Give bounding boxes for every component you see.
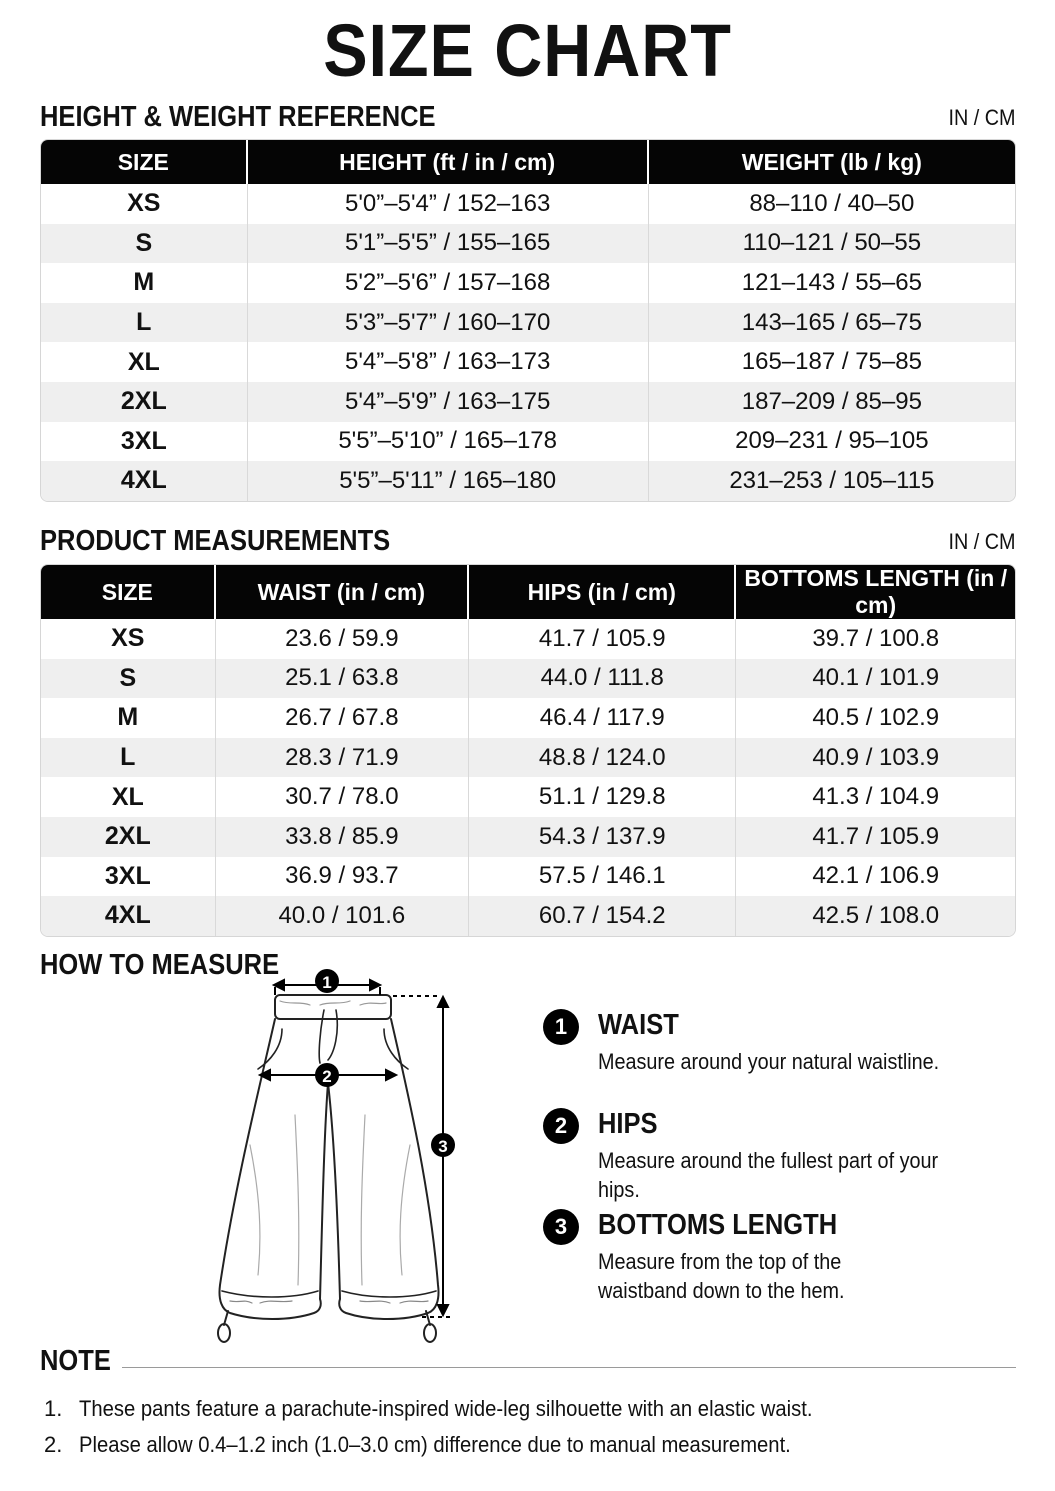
how-to-measure-heading: HOW TO MEASURE [40,949,280,981]
column-header: WEIGHT (lb / kg) [649,140,1015,184]
length-description: Measure from the top of the waistband down to the hem. [598,1249,845,1303]
note-item [44,1430,1004,1466]
size-cell: 4XL [41,461,248,501]
left-leg-outline [219,1019,328,1319]
value-cell: 5'5”–5'10” / 165–178 [248,422,649,462]
value-cell: 54.3 / 137.9 [469,817,736,857]
value-cell: 44.0 / 111.8 [469,659,736,699]
column-header: HIPS (in / cm) [469,565,736,619]
size-cell: M [41,698,216,738]
value-cell: 40.9 / 103.9 [736,738,1015,778]
value-cell: 42.5 / 108.0 [736,896,1015,936]
value-cell: 110–121 / 50–55 [649,224,1015,264]
waist-label: WAIST [598,1009,679,1041]
pants-diagram [200,965,480,1345]
value-cell: 25.1 / 63.8 [216,659,469,699]
value-cell: 51.1 / 129.8 [469,777,736,817]
table-row [41,461,1015,501]
size-cell: S [41,224,248,264]
column-header: SIZE [41,140,248,184]
note-heading: NOTE [40,1345,111,1377]
size-cell: XS [41,619,216,659]
waistband-outline [275,995,391,1019]
value-cell: 36.9 / 93.7 [216,857,469,897]
value-cell: 46.4 / 117.9 [469,698,736,738]
value-cell: 5'4”–5'8” / 163–173 [248,342,649,382]
size-cell: 3XL [41,422,248,462]
note-item [44,1394,1004,1430]
value-cell: 5'2”–5'6” / 157–168 [248,263,649,303]
size-cell: S [41,659,216,699]
column-header: HEIGHT (ft / in / cm) [248,140,649,184]
table-row [41,857,1015,897]
size-cell: XL [41,342,248,382]
value-cell: 5'4”–5'9” / 163–175 [248,382,649,422]
value-cell: 39.7 / 100.8 [812,624,940,652]
table-row [41,224,1015,264]
page-title: SIZE CHART [323,9,732,92]
product-measurements-header [40,523,1016,559]
value-cell: 209–231 / 95–105 [735,427,929,455]
value-cell: 28.3 / 71.9 [216,738,469,778]
right-leg-outline [328,1019,439,1319]
value-cell: 143–165 / 65–75 [649,303,1015,343]
value-cell: 40.5 / 102.9 [812,703,940,731]
table-row [41,342,1015,382]
hips-number-icon: 2 [543,1108,579,1144]
value-cell: 187–209 / 85–95 [649,382,1015,422]
value-cell: 33.8 / 85.9 [216,817,469,857]
product-measurements-heading: PRODUCT MEASUREMENTS [40,525,391,557]
hips-description: Measure around the fullest part of your hips. [598,1148,939,1202]
table-row [41,422,1015,462]
table-row [41,777,1015,817]
waist-description: Measure around your natural waistline. [598,1049,940,1074]
size-cell: L [41,303,248,343]
value-cell: 5'0”–5'4” / 152–163 [248,184,649,224]
marker-2-label: 2 [322,1067,332,1086]
note-text: Please allow 0.4–1.2 inch (1.0–3.0 cm) difference due to manual measurement. [79,1432,791,1457]
table-row [41,263,1015,303]
table-row [41,303,1015,343]
length-number-icon: 3 [543,1209,579,1245]
waist-number-icon: 1 [543,1009,579,1045]
table-row [41,738,1015,778]
value-cell: 41.7 / 105.9 [736,817,1015,857]
value-cell: 40.0 / 101.6 [216,896,469,936]
table-row [41,896,1015,936]
value-cell: 60.7 / 154.2 [469,896,736,936]
size-cell: XL [41,777,216,817]
size-cell: M [41,263,248,303]
value-cell: 40.1 / 101.9 [736,659,1015,699]
size-cell: 4XL [41,896,216,936]
column-header: WAIST (in / cm) [216,565,469,619]
value-cell: 5'5”–5'11” / 165–180 [248,461,649,501]
size-cell: 3XL [41,857,216,897]
value-cell: 41.7 / 105.9 [469,619,736,659]
note-divider [122,1367,1016,1368]
height-weight-heading: HEIGHT & WEIGHT REFERENCE [40,101,436,133]
length-label: BOTTOMS LENGTH [598,1209,838,1241]
marker-3-label: 3 [438,1137,448,1156]
value-cell: 30.7 / 78.0 [216,777,469,817]
table-header-row [41,140,1015,184]
height-weight-header [40,99,1016,135]
marker-1-label: 1 [322,973,332,992]
note-list [44,1394,1004,1466]
height-weight-table [40,139,1016,502]
product-measurements-unit: IN / CM [948,529,1016,554]
note-number: 2. [44,1432,63,1457]
value-cell: 5'1”–5'5” / 155–165 [248,224,649,264]
value-cell: 231–253 / 105–115 [649,461,1015,501]
value-cell: 23.6 / 59.9 [216,619,469,659]
table-row [41,184,1015,224]
table-row [41,619,1015,659]
table-header-row [41,565,1015,619]
note-text: These pants feature a parachute-inspired wide-leg silhouette with an elastic waist. [79,1396,813,1421]
value-cell: 41.3 / 104.9 [812,783,940,811]
table-row [41,659,1015,699]
value-cell: 88–110 / 40–50 [749,189,915,217]
size-cell: L [41,738,216,778]
column-header: SIZE [41,565,216,619]
value-cell: 42.1 / 106.9 [812,862,940,890]
note-number: 1. [44,1396,63,1421]
size-cell: 2XL [41,817,216,857]
table-row [41,382,1015,422]
table-row [41,817,1015,857]
size-cell: 2XL [41,382,248,422]
value-cell: 48.8 / 124.0 [469,738,736,778]
product-measurements-table [40,564,1016,937]
column-header: BOTTOMS LENGTH (in / cm) [736,565,1015,619]
height-weight-unit: IN / CM [948,105,1016,130]
value-cell: 5'3”–5'7” / 160–170 [248,303,649,343]
value-cell: 121–143 / 55–65 [741,268,922,296]
value-cell: 26.7 / 67.8 [216,698,469,738]
value-cell: 165–187 / 75–85 [741,348,922,376]
table-row [41,698,1015,738]
hips-label: HIPS [598,1108,658,1140]
size-cell: XS [41,184,248,224]
value-cell: 57.5 / 146.1 [469,857,736,897]
